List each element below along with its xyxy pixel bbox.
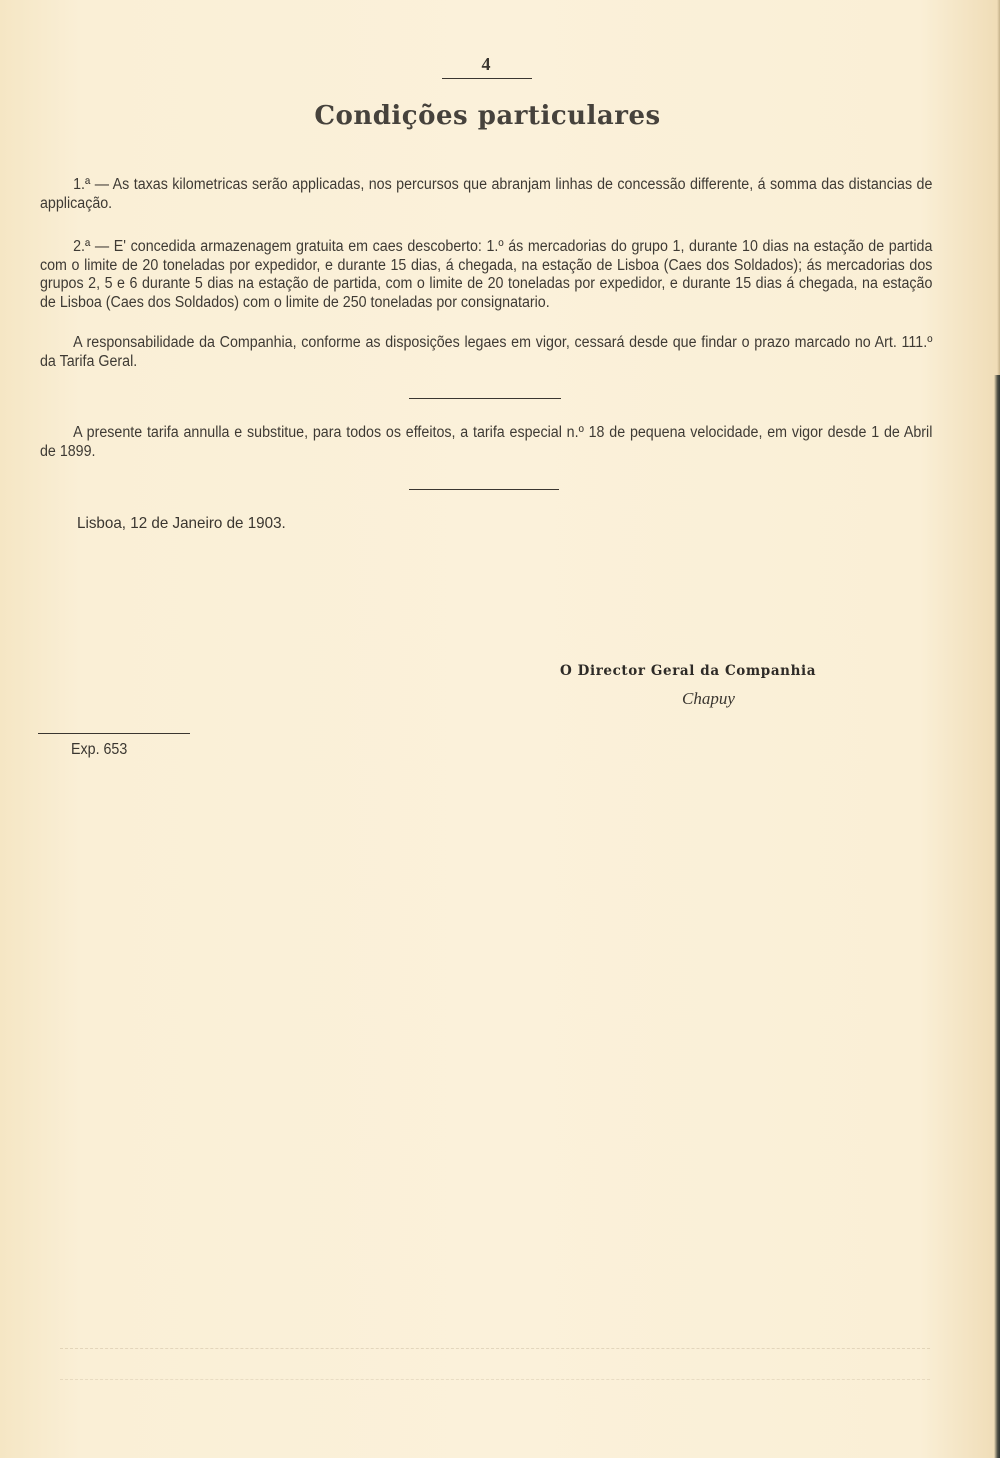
clause-2-text: 2.ª — E' concedida armazenagem gratuita em caes descoberto: 1.º ás mercadorias do grupo 1, durante 10 dias na estação de partida com o limite de 20 toneladas por expedidor, e durante 15 dias, á chegada, na estação de Lisboa (Caes dos Soldados); ás mercadorias dos grupos 2, 5 e 6 durante 5 dias na estação de partida, com o limite de 20 toneladas por expedidor, e durante 15 dias á chegada, na estação de Lisboa (Caes dos Soldados) com o limite de 250 toneladas por consignatario. xyxy=(40,238,933,311)
place-date: Lisboa, 12 de Janeiro de 1903. xyxy=(77,515,286,532)
clause-1-paragraph xyxy=(40,176,932,213)
page-edge-dark-strip xyxy=(994,375,1000,1458)
responsibility-text: A responsabilidade da Companhia, conforme as disposições legaes em vigor, cessará desde que findar o prazo marcado no Art. 111.º da Tarifa Geral. xyxy=(40,334,933,370)
section-divider xyxy=(409,489,559,490)
signatory-name: Chapuy xyxy=(682,689,735,708)
page-title: Condições particulares xyxy=(314,101,661,131)
section-divider xyxy=(409,398,561,399)
clause-1-text: 1.ª — As taxas kilometricas serão applicadas, nos percursos que abranjam linhas de concessão differente, á somma das distancias de applicação. xyxy=(40,176,933,212)
annulment-paragraph xyxy=(40,424,932,461)
header-rule xyxy=(442,78,532,79)
expedition-reference: Exp. 653 xyxy=(71,741,128,758)
page-number: 4 xyxy=(481,54,491,74)
signatory-title: O Director Geral da Companhia xyxy=(560,663,817,679)
bleed-through-mark xyxy=(60,1348,930,1380)
clause-2-paragraph xyxy=(40,238,932,312)
footer-rule xyxy=(38,733,190,734)
annulment-text: A presente tarifa annulla e substitue, para todos os effeitos, a tarifa especial n.º 18 de pequena velocidade, em vigor desde 1 de Abril de 1899. xyxy=(40,424,933,460)
responsibility-paragraph xyxy=(40,334,932,371)
